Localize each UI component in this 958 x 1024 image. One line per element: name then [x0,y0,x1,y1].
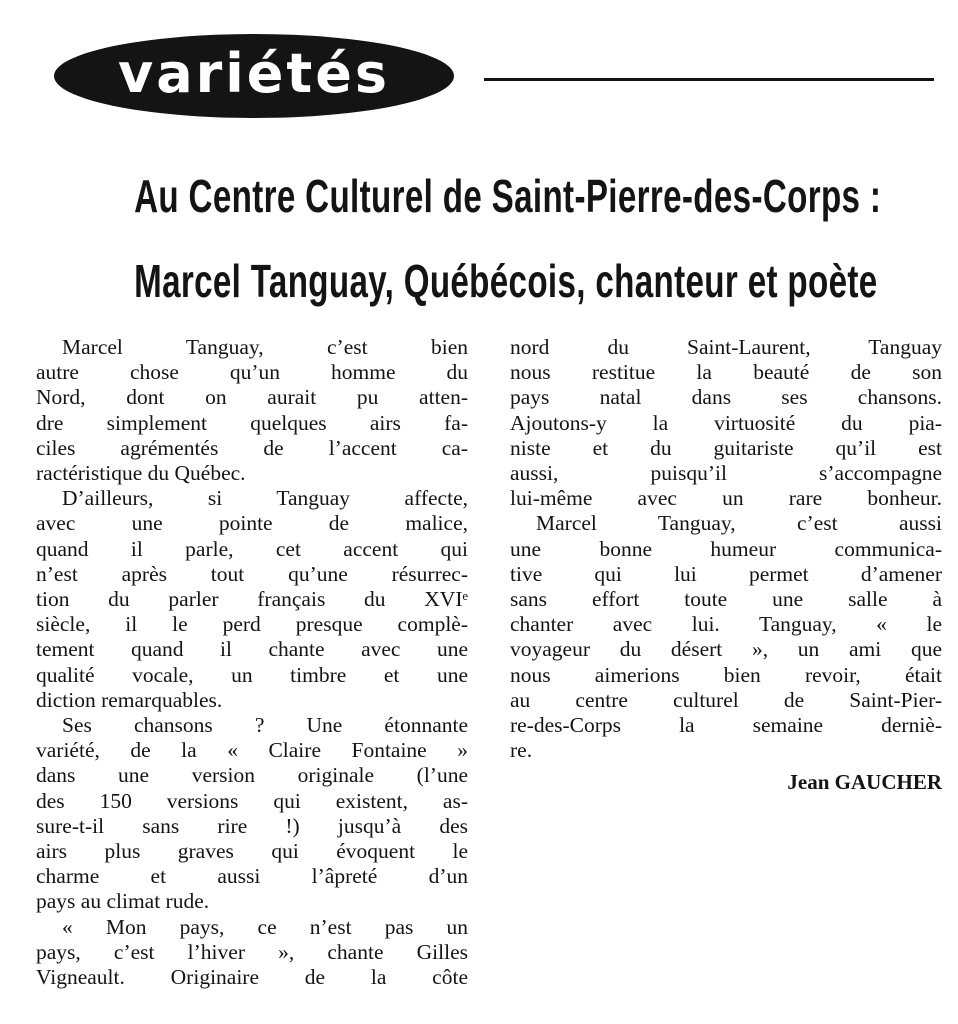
article-text-line: tion du parler français du XVIᵉ [36,587,468,612]
headline-line-2: Marcel Tanguay, Québécois, chanteur et poète [134,255,878,307]
article-column-right [510,335,942,763]
article-text-line: qualité vocale, un timbre et une [36,662,468,687]
article-text-line: pays au climat rude. [36,889,210,914]
article-text-line: pays natal dans ses chansons. [510,385,942,410]
article-text-line: « Mon pays, ce n’est pas un [62,914,468,939]
article-text-line: pays, c’est l’hiver », chante Gilles [36,939,468,964]
article-text-line: n’est après tout qu’une résurrec- [36,561,468,586]
headline-line-1: Au Centre Culturel de Saint-Pierre-des-Corps : [134,170,882,222]
article-text-line: re. [510,738,533,763]
article-text-line: avec une pointe de malice, [36,511,468,536]
article-text-line: nous restitue la beauté de son [510,360,942,385]
article-text-line: Ses chansons ? Une étonnante [62,713,468,738]
article-text-line: D’ailleurs, si Tanguay affecte, [62,486,468,511]
article-text-line: ciles agrémentés de l’accent ca- [36,435,468,460]
article-text-line: autre chose qu’un homme du [36,360,468,385]
article-text-line: niste et du guitariste qu’il est [510,435,942,460]
article-text-line: ractéristique du Québec. [36,461,246,486]
section-divider-rule [484,78,934,81]
article-text-line: des 150 versions qui existent, as- [36,788,468,813]
article-text-line: au centre culturel de Saint-Pier- [510,687,942,712]
article-text-line: une bonne humeur communica- [510,536,942,561]
article-text-line: dans une version originale (l’une [36,763,468,788]
article-text-line: dre simplement quelques airs fa- [36,410,468,435]
article-text-line: nous aimerions bien revoir, était [510,662,942,687]
article-text-line: airs plus graves qui évoquent le [36,839,468,864]
article-text-line: aussi, puisqu’il s’accompagne [510,461,942,486]
article-text-line: sure-t-il sans rire !) jusqu’à des [36,813,468,838]
article-text-line: chanter avec lui. Tanguay, « le [510,612,942,637]
article-text-line: siècle, il le perd presque complè- [36,612,468,637]
article-text-line: voyageur du désert », un ami que [510,637,942,662]
article-text-line: tive qui lui permet d’amener [510,561,942,586]
author-byline: Jean GAUCHER [787,770,942,794]
article-text-line: nord du Saint-Laurent, Tanguay [510,335,942,359]
article-text-line: Marcel Tanguay, c’est bien [62,335,468,359]
article-text-line: quand il parle, cet accent qui [36,536,468,561]
article-text-line: charme et aussi l’âpreté d’un [36,864,468,889]
article-text-line: Ajoutons-y la virtuosité du pia- [510,410,942,435]
article-text-line: sans effort toute une salle à [510,587,942,612]
section-label: variétés [118,42,390,105]
article-text-line: lui-même avec un rare bonheur. [510,486,942,511]
article-column-left [36,335,468,990]
section-badge [54,34,454,118]
article-text-line: Nord, dont on aurait pu atten- [36,385,468,410]
article-text-line: diction remarquables. [36,687,223,712]
article-text-line: tement quand il chante avec une [36,637,468,662]
article-text-line: Marcel Tanguay, c’est aussi [536,511,942,536]
article-text-line: re-des-Corps la semaine derniè- [510,713,942,738]
article-text-line: variété, de la « Claire Fontaine » [36,738,468,763]
article-text-line: Vigneault. Originaire de la côte [36,965,468,990]
